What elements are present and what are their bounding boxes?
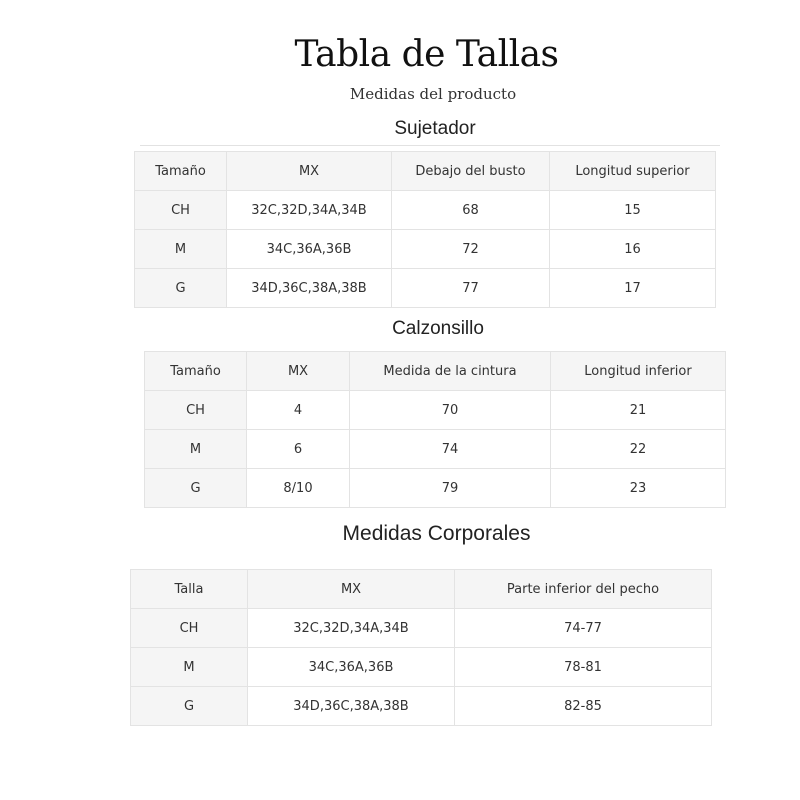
column-header: MX [248,570,455,609]
table-cell: 77 [392,269,550,308]
table-cell: 70 [350,391,551,430]
bra-size-table [134,151,716,308]
page-title: Tabla de Tallas [294,34,559,75]
table-cell: 22 [551,430,726,469]
table-header-row [135,152,716,191]
table-row [131,687,712,726]
table-header-row [145,352,726,391]
table-cell: 79 [350,469,551,508]
table-cell: 6 [247,430,350,469]
table-row [131,648,712,687]
table-cell: 32C,32D,34A,34B [248,609,455,648]
table-cell: 78-81 [455,648,712,687]
column-header: Debajo del busto [392,152,550,191]
column-header: Tamaño [135,152,227,191]
column-header: Medida de la cintura [350,352,551,391]
briefs-size-table [144,351,726,508]
table-cell: 34D,36C,38A,38B [248,687,455,726]
table-row [145,430,726,469]
table-cell: 32C,32D,34A,34B [227,191,392,230]
size-cell: CH [131,609,248,648]
table-row [131,609,712,648]
table-cell: 72 [392,230,550,269]
column-header: Longitud superior [550,152,716,191]
table-cell: 8/10 [247,469,350,508]
table-cell: 34C,36A,36B [248,648,455,687]
table-cell: 34D,36C,38A,38B [227,269,392,308]
size-cell: G [135,269,227,308]
section-title-briefs: Calzonsillo [392,318,484,339]
section-divider [140,145,720,146]
size-cell: CH [145,391,247,430]
size-cell: CH [135,191,227,230]
column-header: Longitud inferior [551,352,726,391]
column-header: MX [227,152,392,191]
table-cell: 68 [392,191,550,230]
table-cell: 74-77 [455,609,712,648]
table-row [135,230,716,269]
section-title-body-measurements: Medidas Corporales [342,522,531,545]
table-cell: 82-85 [455,687,712,726]
size-cell: M [135,230,227,269]
table-cell: 16 [550,230,716,269]
table-cell: 4 [247,391,350,430]
size-cell: M [131,648,248,687]
table-cell: 23 [551,469,726,508]
table-cell: 21 [551,391,726,430]
column-header: MX [247,352,350,391]
section-title-bra: Sujetador [394,118,476,139]
page-subtitle: Medidas del producto [349,85,517,103]
table-row [135,269,716,308]
table-header-row [131,570,712,609]
table-cell: 15 [550,191,716,230]
table-row [145,469,726,508]
body-measurements-table [130,569,712,726]
column-header: Tamaño [145,352,247,391]
column-header: Talla [131,570,248,609]
table-cell: 17 [550,269,716,308]
column-header: Parte inferior del pecho [455,570,712,609]
table-row [145,391,726,430]
table-cell: 74 [350,430,551,469]
size-cell: G [131,687,248,726]
size-cell: G [145,469,247,508]
table-cell: 34C,36A,36B [227,230,392,269]
size-cell: M [145,430,247,469]
table-row [135,191,716,230]
